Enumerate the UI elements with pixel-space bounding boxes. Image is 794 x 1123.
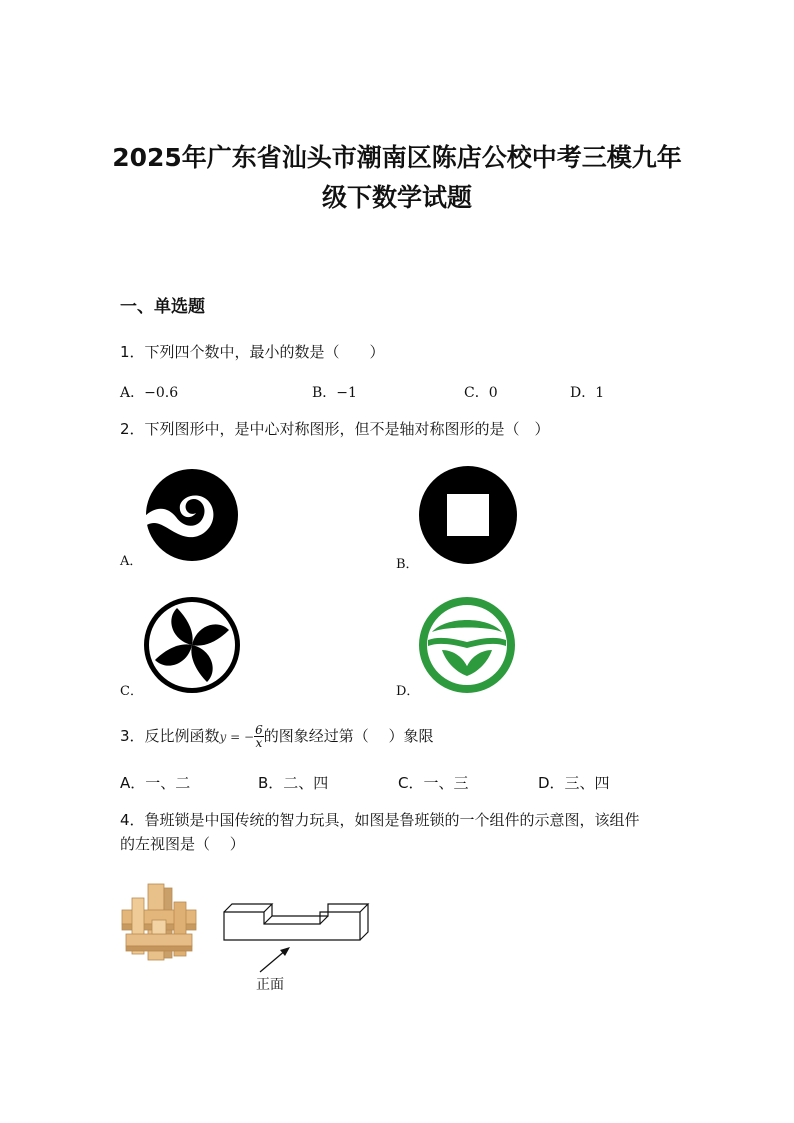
figure-d-green-logo-icon: [418, 596, 516, 694]
luban-lock-photo-icon: [118, 880, 200, 968]
question-2-stem: 2．下列图形中，是中心对称图形，但不是轴对称图形的是（ ）: [120, 420, 550, 438]
front-view-label: 正面: [256, 977, 284, 993]
question-1-option-d[interactable]: D．1: [570, 385, 605, 401]
question-3-option-a[interactable]: A．一、二: [120, 774, 191, 792]
question-2-option-b-label[interactable]: B．: [396, 557, 419, 572]
function-fraction: [254, 724, 264, 749]
question-1-option-c[interactable]: C．0: [464, 385, 498, 401]
section-heading: 一、单选题: [120, 297, 205, 317]
question-3-option-b[interactable]: B．二、四: [258, 774, 329, 792]
figure-c-four-petal-icon: [143, 596, 241, 694]
figure-b-square-circle-icon: [418, 465, 518, 565]
question-4-line-1: 4．鲁班锁是中国传统的智力玩具，如图是鲁班锁的一个组件的示意图，该组件: [120, 811, 640, 829]
question-3-option-c[interactable]: C．一、三: [398, 774, 469, 792]
question-3-option-d[interactable]: D．三、四: [538, 774, 610, 792]
figure-a-wave-circle-icon: [144, 467, 240, 563]
document-title-line-1: 2025年广东省汕头市潮南区陈店公校中考三模九年: [112, 143, 682, 172]
question-1-stem: 1．下列四个数中，最小的数是（ ）: [120, 343, 385, 361]
component-line-drawing: [220, 898, 376, 948]
fraction-denominator: x: [255, 736, 263, 750]
question-3-rest: 的图象经过第（ ）象限: [263, 727, 434, 745]
question-1-option-b[interactable]: B．−1: [312, 385, 357, 401]
question-3-stem: [120, 724, 434, 749]
fraction-numerator: 6: [255, 723, 263, 737]
question-3-prefix: 3．反比例函数: [120, 727, 220, 745]
question-2-option-c-label[interactable]: C．: [120, 684, 143, 699]
question-4-line-2: 的左视图是（ ）: [120, 835, 245, 853]
question-2-option-d-label[interactable]: D．: [396, 684, 420, 699]
question-1-option-a[interactable]: A．−0.6: [120, 385, 179, 401]
function-lhs: y = −: [219, 730, 255, 744]
document-title-line-2: 级下数学试题: [321, 183, 472, 212]
front-arrow-icon: [254, 944, 294, 976]
question-2-option-a-label[interactable]: A．: [120, 554, 143, 569]
